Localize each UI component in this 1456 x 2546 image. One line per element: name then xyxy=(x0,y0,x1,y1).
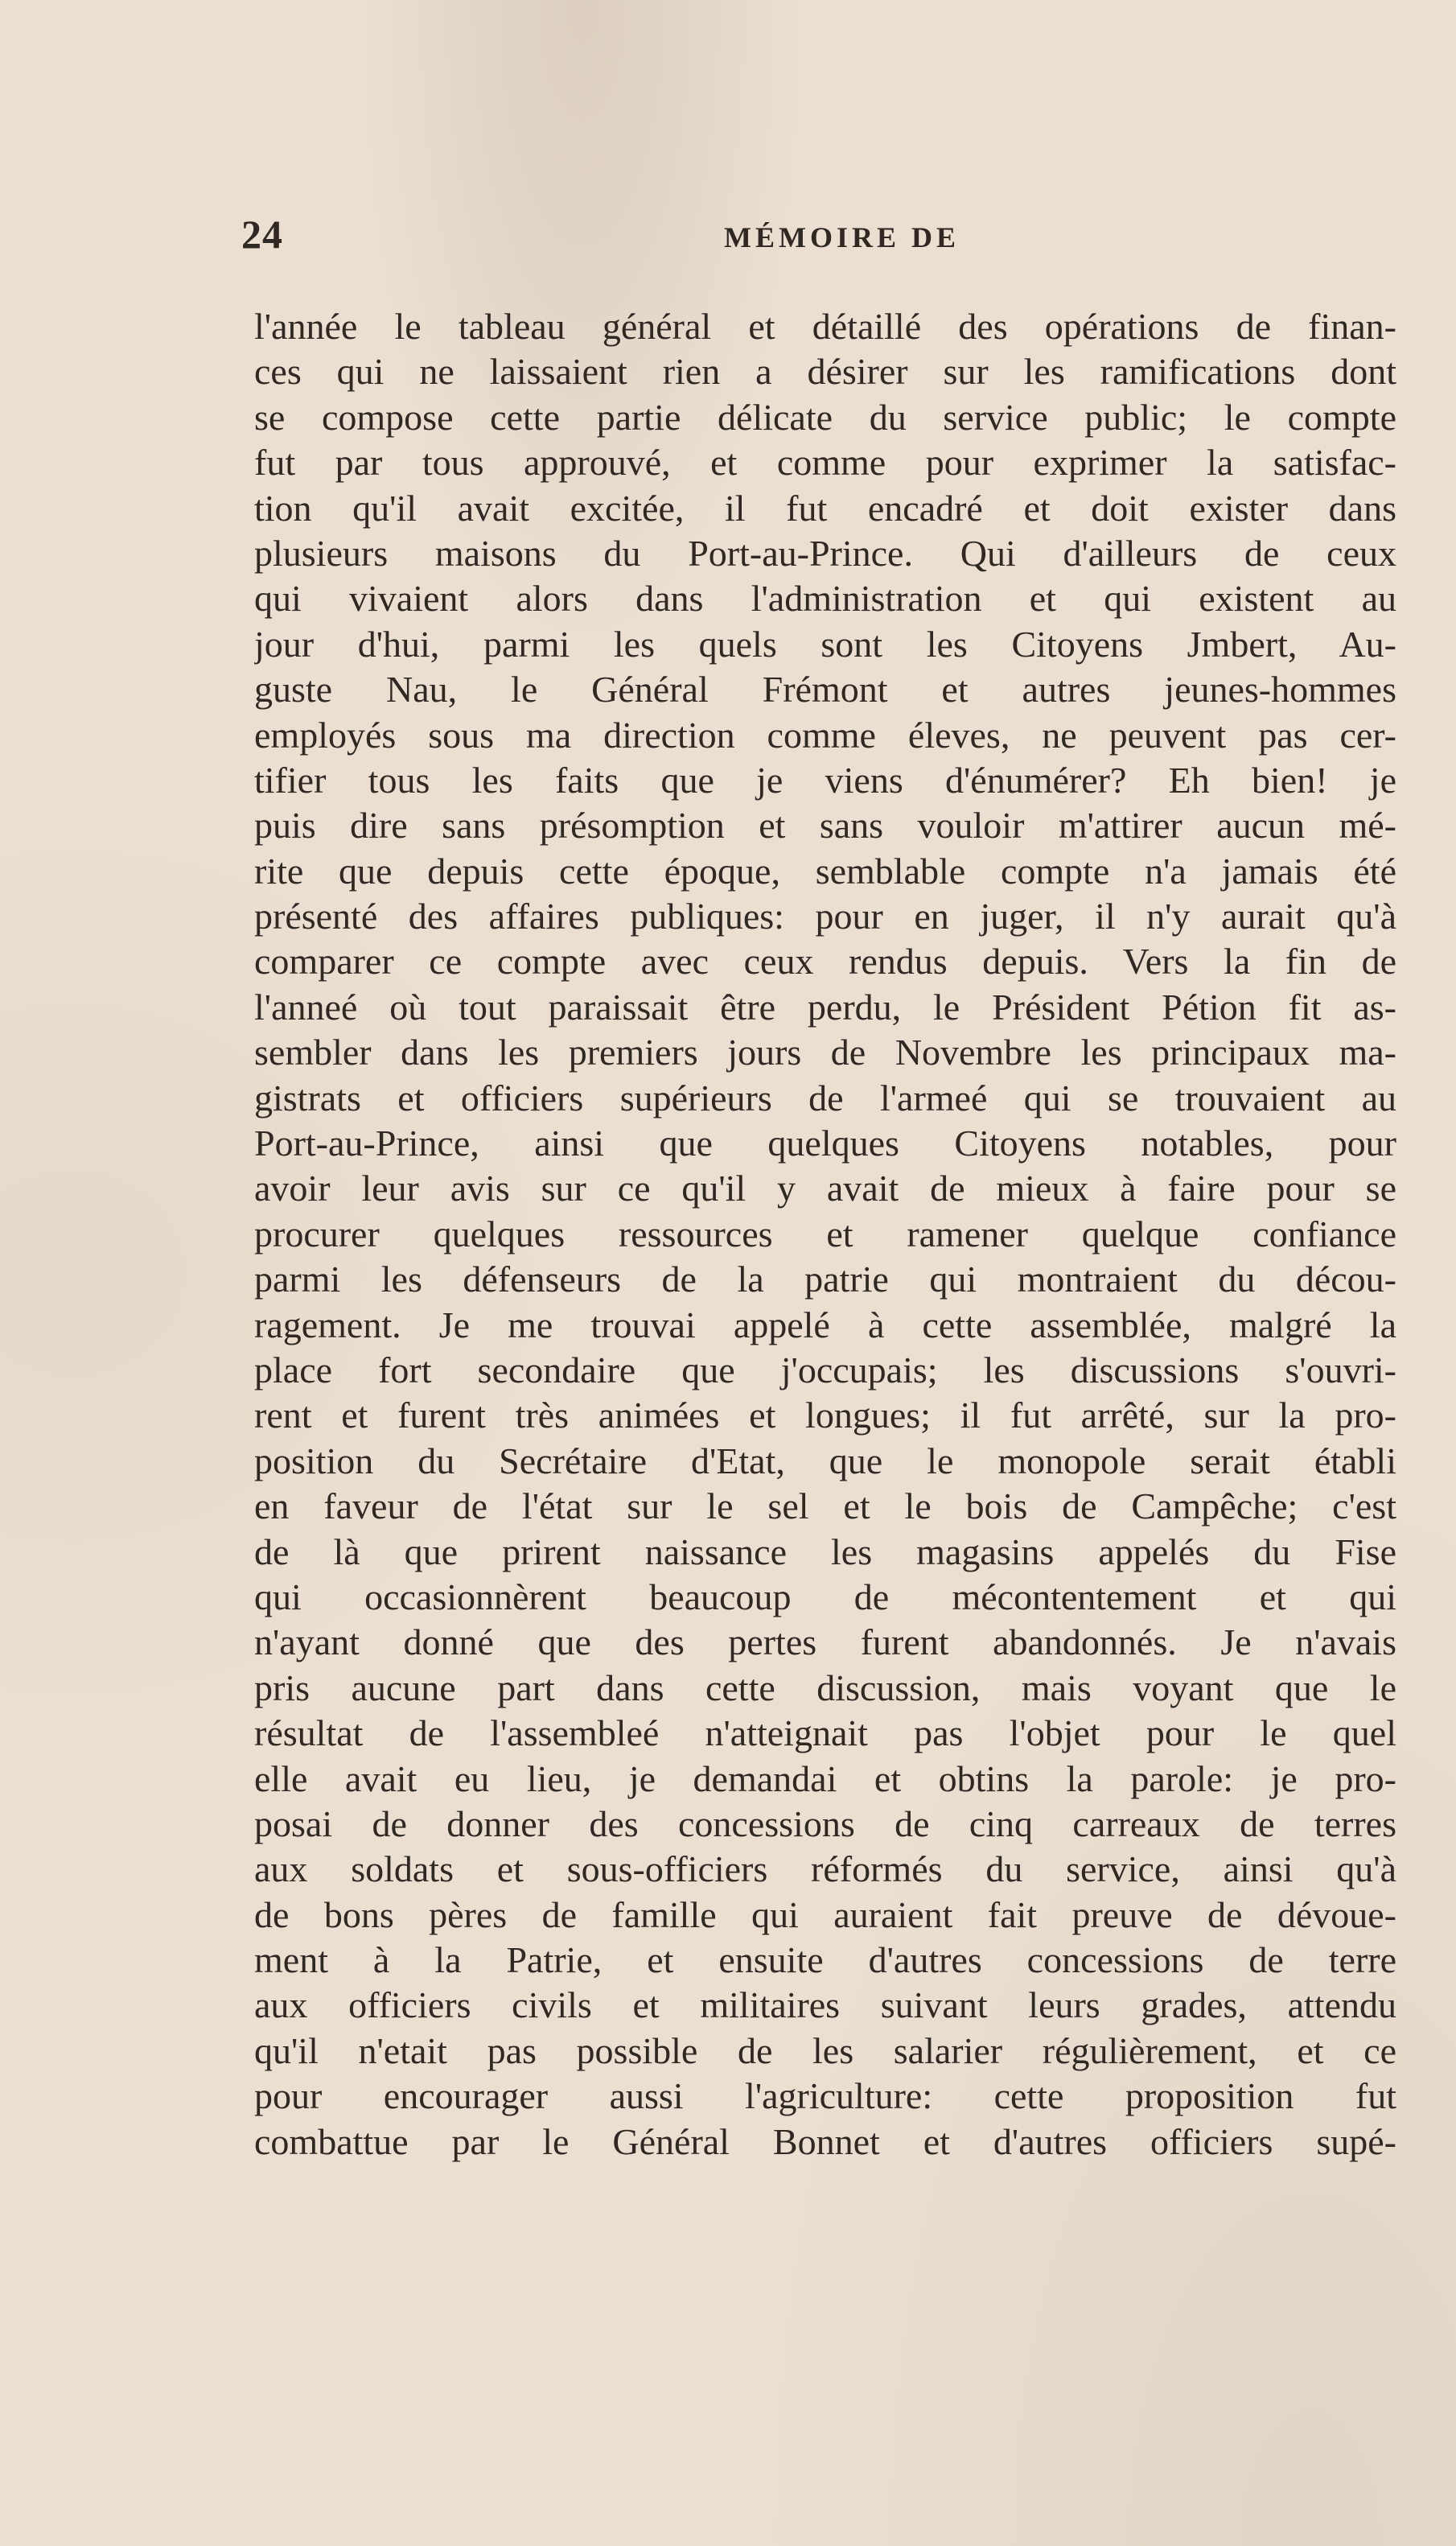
text-line: comparer ce compte avec ceux rendus depuis. Vers la fin de xyxy=(254,941,1396,983)
running-title: MÉMOIRE DE xyxy=(724,221,960,253)
text-line: n'ayant donné que des pertes furent abandonnés. Je n'avais xyxy=(254,1621,1396,1663)
text-line: pris aucune part dans cette discussion, mais voyant que le xyxy=(254,1666,1396,1708)
text-line: procurer quelques ressources et ramener quelque confiance xyxy=(254,1213,1396,1254)
text-line: guste Nau, le Général Frémont et autres jeunes-hommes xyxy=(254,669,1396,711)
text-line: l'anneé où tout paraissait être perdu, le Président Pétion fit as- xyxy=(254,986,1396,1028)
text-line: présenté des affaires publiques: pour en juger, il n'y aurait qu'à xyxy=(254,896,1396,937)
text-line: ment à la Patrie, et ensuite d'autres concessions de terre xyxy=(254,1939,1396,1981)
text-line: posai de donner des concessions de cinq carreaux de terres xyxy=(254,1802,1396,1844)
text-line: de là que prirent naissance les magasins appelés du Fise xyxy=(254,1530,1396,1572)
text-line: plusieurs maisons du Port-au-Prince. Qui d'ailleurs de ceux xyxy=(254,532,1396,574)
text-line: se compose cette partie délicate du service public; le compte xyxy=(254,396,1396,438)
text-line: sembler dans les premiers jours de Novembre les principaux ma- xyxy=(254,1032,1396,1073)
text-line: pour encourager aussi l'agriculture: cette proposition fut xyxy=(254,2075,1396,2117)
text-line: fut par tous approuvé, et comme pour exprimer la satisfac- xyxy=(254,442,1396,484)
text-line: ces qui ne laissaient rien a désirer sur les ramifications dont xyxy=(254,351,1396,393)
text-line: combattue par le Général Bonnet et d'autres officiers supé- xyxy=(254,2120,1396,2162)
text-line: gistrats et officiers supérieurs de l'armeé qui se trouvaient au xyxy=(254,1077,1396,1119)
text-line: résultat de l'assembleé n'atteignait pas l'objet pour le quel xyxy=(254,1712,1396,1754)
text-line: Port-au-Prince, ainsi que quelques Citoyens notables, pour xyxy=(254,1123,1396,1164)
text-line: place fort secondaire que j'occupais; les discussions s'ouvri- xyxy=(254,1349,1396,1390)
text-line: tifier tous les faits que je viens d'énumérer? Eh bien! je xyxy=(254,759,1396,801)
text-line: qui occasionnèrent beaucoup de mécontentement et qui xyxy=(254,1576,1396,1617)
text-line: puis dire sans présomption et sans vouloir m'attirer aucun mé- xyxy=(254,805,1396,847)
text-line: aux soldats et sous-officiers réformés du service, ainsi qu'à xyxy=(254,1848,1396,1890)
text-line: ragement. Je me trouvai appelé à cette assemblée, malgré la xyxy=(254,1304,1396,1345)
text-line: l'année le tableau général et détaillé des opérations de finan- xyxy=(254,306,1396,347)
text-line: jour d'hui, parmi les quels sont les Citoyens Jmbert, Au- xyxy=(254,623,1396,665)
text-line: de bons pères de famille qui auraient fait preuve de dévoue- xyxy=(254,1893,1396,1935)
text-line: avoir leur avis sur ce qu'il y avait de mieux à faire pour se xyxy=(254,1168,1396,1209)
page-header xyxy=(241,211,1400,267)
text-line: qui vivaient alors dans l'administration et qui existent au xyxy=(254,578,1396,620)
text-line: position du Secrétaire d'Etat, que le monopole serait établi xyxy=(254,1440,1396,1481)
text-line: rent et furent très animées et longues; il fut arrêté, sur la pro- xyxy=(254,1395,1396,1436)
text-line: qu'il n'etait pas possible de les salarier régulièrement, et ce xyxy=(254,2029,1396,2071)
text-line: employés sous ma direction comme éleves, ne peuvent pas cer- xyxy=(254,714,1396,756)
page-number: 24 xyxy=(241,212,283,257)
text-line: aux officiers civils et militaires suivant leurs grades, attendu xyxy=(254,1984,1396,2026)
body-text xyxy=(254,304,1396,2165)
text-line: en faveur de l'état sur le sel et le bois de Campêche; c'est xyxy=(254,1485,1396,1527)
text-line: elle avait eu lieu, je demandai et obtins la parole: je pro- xyxy=(254,1757,1396,1799)
text-line: parmi les défenseurs de la patrie qui montraient du décou- xyxy=(254,1259,1396,1300)
text-line: tion qu'il avait excitée, il fut encadré et doit exister dans xyxy=(254,487,1396,529)
text-line: rite que depuis cette époque, semblable compte n'a jamais été xyxy=(254,850,1396,892)
